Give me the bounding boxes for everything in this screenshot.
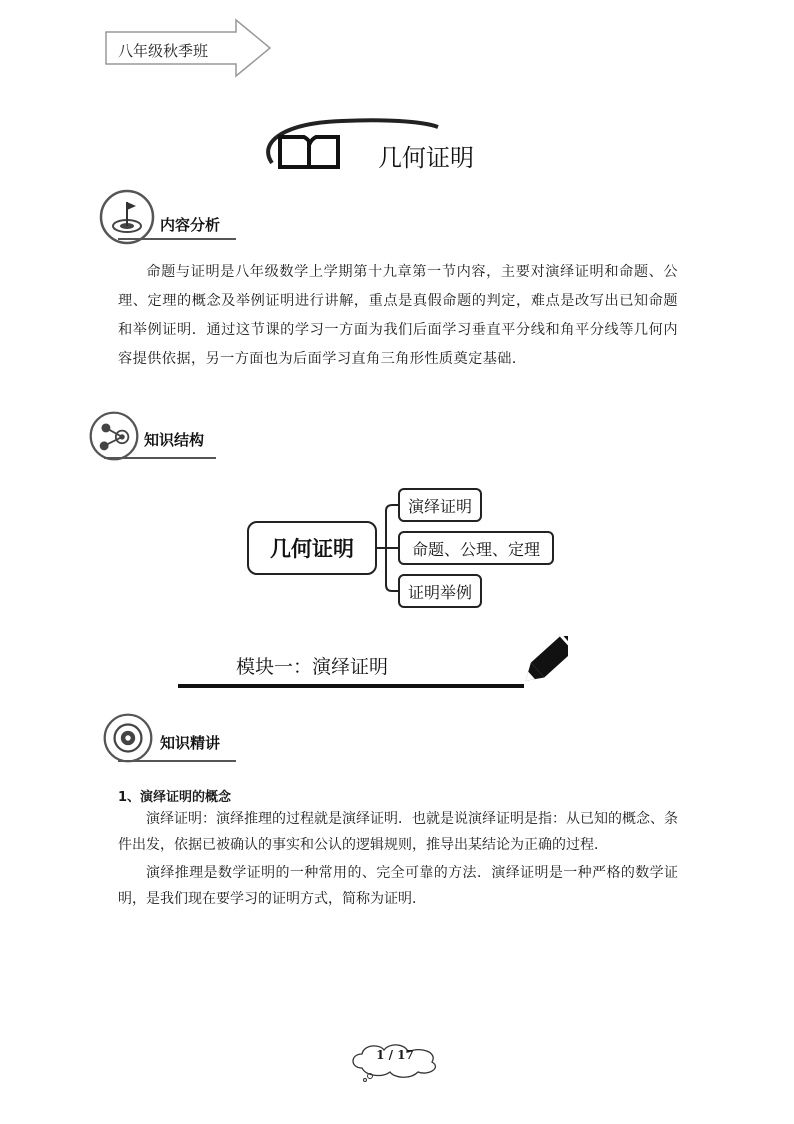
concept-paragraph: 演绎证明：演绎推理的过程就是演绎证明．也就是说演绎证明是指：从已知的概念、条件出发，依据已被确认的事实和公认的逻辑规则，推导出某结论为正确的过程． bbox=[118, 811, 678, 853]
mindmap-child: 命题、公理、定理 bbox=[398, 531, 554, 565]
class-label: 八年级秋季班 bbox=[118, 42, 209, 60]
section-title-knowledge-lecture: 知识精讲 bbox=[160, 734, 221, 752]
section-underline bbox=[118, 238, 236, 240]
mindmap-child: 演绎证明 bbox=[398, 488, 482, 522]
network-icon bbox=[88, 410, 140, 462]
mindmap-child: 证明举例 bbox=[398, 574, 482, 608]
concept-heading: 1、演绎证明的概念 bbox=[118, 790, 232, 805]
content-analysis-paragraph: 命题与证明是八年级数学上学期第十九章第一节内容，主要对演绎证明和命题、公理、定理的概念及举例证明进行讲解，重点是真假命题的判定，难点是改写出已知命题和举例证明．通过这节课的学习一方面为我们后面学习垂直平分线和角平分线等几何内容提供依据，另一方面也为后面学习直角三角形性质奠定基础． bbox=[118, 264, 678, 367]
section-title-knowledge-structure: 知识结构 bbox=[144, 431, 205, 449]
class-tab bbox=[104, 18, 274, 78]
page-number bbox=[348, 1042, 442, 1082]
mindmap-root: 几何证明 bbox=[247, 521, 377, 575]
section-underline bbox=[118, 760, 236, 762]
pencil-icon bbox=[176, 636, 568, 692]
target-icon bbox=[102, 712, 154, 764]
module-title: 模块一：演绎证明 bbox=[236, 656, 389, 678]
page-number-text: 1 / 17 bbox=[376, 1048, 414, 1062]
mindmap-connector bbox=[376, 500, 400, 596]
section-underline bbox=[104, 457, 216, 459]
page-title: 几何证明 bbox=[378, 144, 474, 172]
concept-paragraph: 演绎推理是数学证明的一种常用的、完全可靠的方法．演绎证明是一种严格的数学证明，是我们现在要学习的证明方式，简称为证明． bbox=[118, 865, 678, 907]
section-title-content-analysis: 内容分析 bbox=[160, 216, 221, 234]
